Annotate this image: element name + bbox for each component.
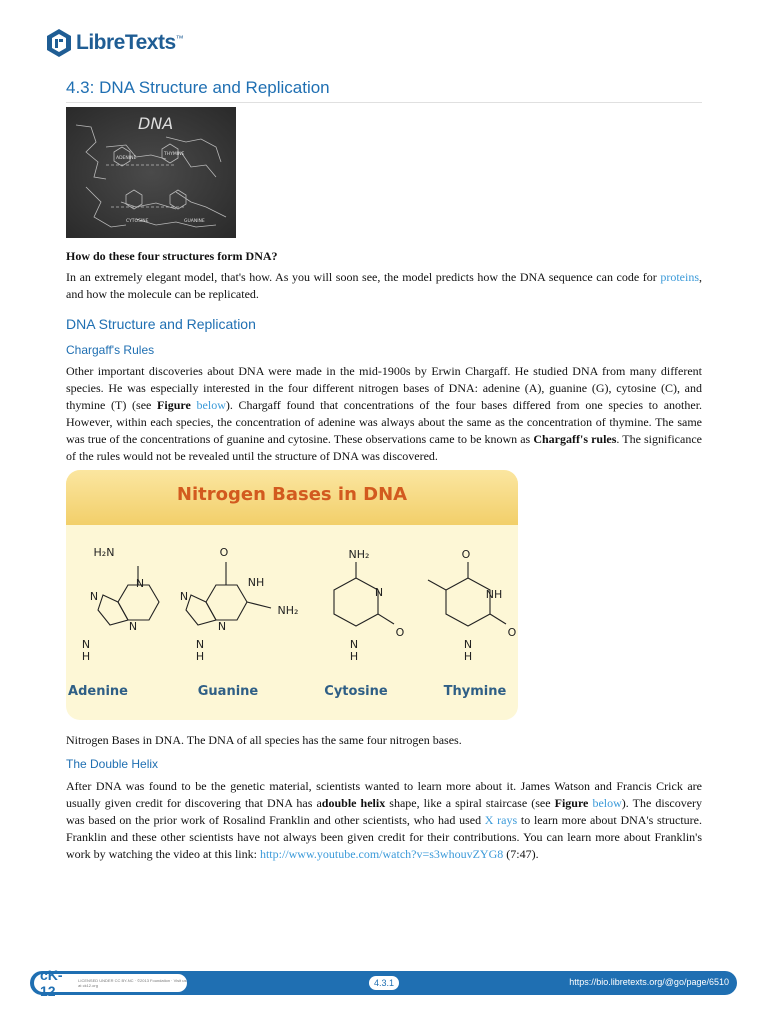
proteins-link[interactable]: proteins [660, 270, 699, 284]
youtube-video-link[interactable]: http://www.youtube.com/watch?v=s3whouvZYG8 [259, 847, 504, 861]
x-rays-link[interactable]: X rays [484, 813, 518, 827]
double-helix-heading: The Double Helix [66, 757, 159, 771]
svg-text:N: N [374, 586, 384, 599]
svg-text:N: N [81, 638, 91, 651]
hero-base-label: ADENINE [116, 156, 137, 161]
svg-text:N: N [179, 590, 189, 603]
libretexts-hex-icon [46, 28, 72, 58]
svg-text:N: N [195, 638, 205, 651]
svg-text:N: N [349, 638, 359, 651]
svg-text:N: N [89, 590, 99, 603]
hero-base-label: THYMINE [164, 152, 185, 157]
svg-text:H: H [463, 650, 473, 663]
ck12-logo[interactable] [34, 967, 187, 999]
svg-text:H: H [195, 650, 205, 663]
question-text: How do these four structures form DNA? [66, 249, 278, 263]
section-heading: DNA Structure and Replication [66, 316, 256, 332]
svg-text:NH₂: NH₂ [348, 548, 370, 561]
svg-text:H: H [349, 650, 359, 663]
hero-base-label: GUANINE [184, 219, 205, 224]
svg-text:H: H [81, 650, 91, 663]
svg-text:NH₂: NH₂ [277, 604, 299, 617]
svg-text:N: N [463, 638, 473, 651]
svg-text:NH: NH [485, 588, 503, 601]
chargaff-paragraph: Other important discoveries about DNA were made in the mid-1900s by Erwin Chargaff. He studied DNA from many different species. He was especially interested in the four different nitrogen bases of DNA: adenine (A), guanine (G), cytosine (C), and thymine (T) (see Figure below). Chargaff found that concentrations of the four bases differed from one species to another. However, within each species, the concentration of adenine was always about the same as the concentration of thymine. The same was true of the concentrations of guanine and cytosine. These observations came to be known as Chargaff's rules. The significance of the rules would not be revealed until the structure of DNA was discovered. [66, 364, 703, 463]
chargaff-heading: Chargaff's Rules [66, 343, 155, 357]
ck12-logo-text: cK-12 [40, 967, 63, 999]
base-label-guanine: Guanine [197, 684, 259, 699]
svg-text:O: O [461, 548, 471, 561]
hero-dna-label: DNA [138, 114, 174, 133]
svg-text:NH: NH [247, 576, 265, 589]
hero-base-label: CYTOSINE [126, 219, 149, 224]
page-title: 4.3: DNA Structure and Replication [66, 78, 702, 103]
libretexts-logo[interactable] [46, 28, 183, 58]
svg-text:N: N [135, 577, 145, 590]
svg-text:H₂N: H₂N [93, 546, 115, 559]
footer-url[interactable]: https://bio.libretexts.org/@go/page/6510 [569, 977, 729, 987]
figure-below-link[interactable]: below [196, 398, 226, 412]
figure-caption: Nitrogen Bases in DNA. The DNA of all species has the same four nitrogen bases. [66, 733, 462, 747]
nitrogen-bases-figure [66, 470, 518, 720]
svg-text:O: O [395, 626, 405, 639]
svg-text:N: N [217, 620, 227, 633]
footer-bar [30, 967, 737, 999]
base-label-thymine: Thymine [443, 684, 507, 699]
double-helix-paragraph: After DNA was found to be the genetic material, scientists wanted to learn more about it. James Watson and Francis Crick are usually given credit for discovering that DNA has adouble helix shape, like a spiral staircase (see Figure below). The discovery was based on the prior work of Rosalind Franklin and other scientists, who had used X rays to learn more about DNA's structure. Franklin and these other scientists have not always been given credit for their contributions. You can learn more about Franklin's work by watching the video at this link: http://www.youtube.com/watch?v=s3whouvZYG8 (7:47). [66, 779, 703, 861]
license-text: LICENSED UNDER CC BY-NC · ©2013 Foundation · Visit us at ck12.org [78, 978, 187, 988]
intro-paragraph: In an extremely elegant model, that's how. As you will soon see, the model predicts how the DNA sequence can code for proteins, and how the molecule can be replicated. [66, 270, 702, 301]
logo-text: LibreTexts™ [76, 31, 184, 54]
page-number-badge: 4.3.1 [369, 976, 399, 990]
figure-below-link-2[interactable]: below [592, 796, 622, 810]
base-label-adenine: Adenine [68, 684, 128, 699]
dna-chalkboard-image [66, 107, 236, 238]
figure-title: Nitrogen Bases in DNA [176, 484, 408, 505]
svg-text:O: O [219, 546, 229, 559]
base-label-cytosine: Cytosine [324, 684, 388, 699]
svg-text:N: N [128, 620, 138, 633]
svg-text:O: O [507, 626, 517, 639]
